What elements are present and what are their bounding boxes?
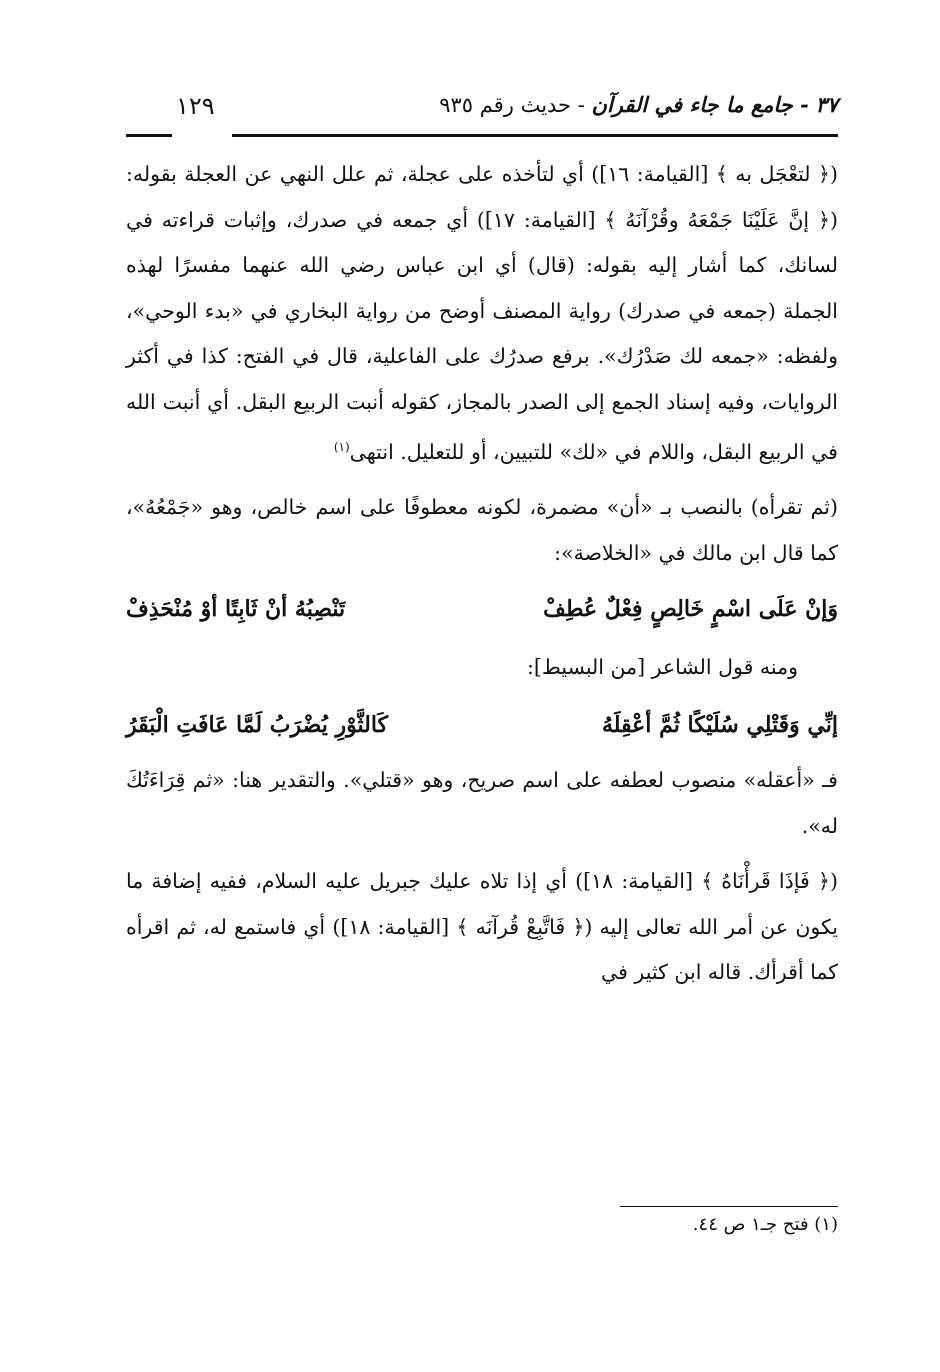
text-line: السلام، ففيه إضافة ما يكون عن أمر الله تعالى إليه (﴿ فَاتَّبِعْ قُرآنَه ﴾	[126, 869, 839, 939]
paragraph-5	[126, 859, 838, 996]
text-line: (﴿ لتعْجَل به ﴾ [القيامة: ١٦]) أي لتأخذه على عجلة، ثم علل النهي	[279, 162, 838, 186]
text-line: [القيامة: ١٨]) أي فاستمع له، ثم اقرأه كما أقرأك. قاله ابن كثير في	[126, 914, 838, 985]
header-title: ٣٧ - جامع ما جاء في القرآن - حديث رقم ٩٣٥	[439, 92, 838, 117]
text-line: «جمعه لك صَدْرُك». برفع صدرُك على الفاعلية، قال في الفتح: كذا	[201, 344, 769, 368]
header-rule	[232, 134, 838, 137]
footnote-ref[interactable]: (١)	[333, 440, 350, 454]
text-line: للتعليل. انتهى	[349, 439, 465, 464]
paragraph-1	[126, 152, 838, 475]
text-line: (﴿ فَإذَا قَرأْنَاهُ ﴾ [القيامة: ١٨]) أي إذا تلاه عليك جبريل عليه	[325, 869, 838, 894]
running-header	[128, 92, 838, 132]
poet-intro: ومنه قول الشاعر [من البسيط]:	[527, 655, 798, 680]
verse-2-second-hemistich: كَالثَّوْرِ يُضْرَبُ لَمَّا عَافَتِ الْبَقَرُ	[126, 712, 388, 739]
verse-1-first-hemistich: وَإنْ عَلَى اسْمٍ خَالِصٍ فِعْلٌ عُطِفْ	[543, 596, 838, 623]
hadith-label: حديث رقم ٩٣٥	[439, 93, 572, 117]
text-line: رواية المصنف أوضح من رواية البخاري في «بدء الوحي»، ولفظه:	[126, 298, 838, 368]
body-text	[126, 152, 838, 996]
text-line: الربيع البقل. أي أنبت الله في الربيع البقل، واللام في «لك» للتبيين، أو	[126, 389, 838, 464]
page-number-rule	[126, 134, 172, 137]
chapter-number: ٣٧	[815, 92, 838, 117]
paragraph-4	[126, 758, 838, 849]
text-line: هنا: «ثم قِرَاءَتُكَ له».	[126, 768, 838, 838]
text-line: (ثم تقرأه) بالنصب بـ «أن» مضمرة، لكونه معطوفًا على اسم	[315, 495, 838, 520]
page-number: ١٢٩	[176, 92, 215, 120]
text-line: خالص، وهو «جَمْعُهُ»، كما قال ابن مالك في «الخلاصة»:	[126, 495, 838, 565]
text-line: في أكثر الروايات، وفيه إسناد الجمع إلى الصدر بالمجاز، كقوله أنبت	[126, 344, 838, 414]
text-line: في صدرك، وإثبات قراءته في لسانك، كما أشار إليه بقوله: (قال) أي	[126, 207, 838, 277]
paragraph-2	[126, 485, 838, 576]
text-line: فـ «أعقله» منصوب لعطفه على اسم صريح، وهو «قتلي». والتقدير	[269, 768, 838, 793]
text-line: عن العجلة بقوله: (﴿ إنَّ عَلَيْنَا جَمْعَهُ وقُرْآنَهُ ﴾ [القيامة: ١٧]) أي جمعه	[126, 162, 838, 232]
footnote: (١) فتح جـ١ ص ٤٤.	[692, 1214, 838, 1235]
chapter-title: جامع ما جاء في القرآن	[591, 92, 793, 117]
verse-2-first-hemistich: إنِّي وَقَتْلِي سُلَيْكًا ثُمَّ أعْقِلَهُ	[601, 712, 838, 739]
verse-2	[126, 696, 838, 754]
verse-1-second-hemistich: تَنْصِبُهُ أنْ ثَابِتًا أوْ مُنْحَذِفْ	[126, 596, 346, 623]
text-line: ابن عباس رضي الله عنهما مفسرًا لهذه الجملة (جمعه في صدرك)	[126, 253, 838, 323]
verse-1	[126, 580, 838, 638]
footnote-rule	[620, 1206, 838, 1207]
